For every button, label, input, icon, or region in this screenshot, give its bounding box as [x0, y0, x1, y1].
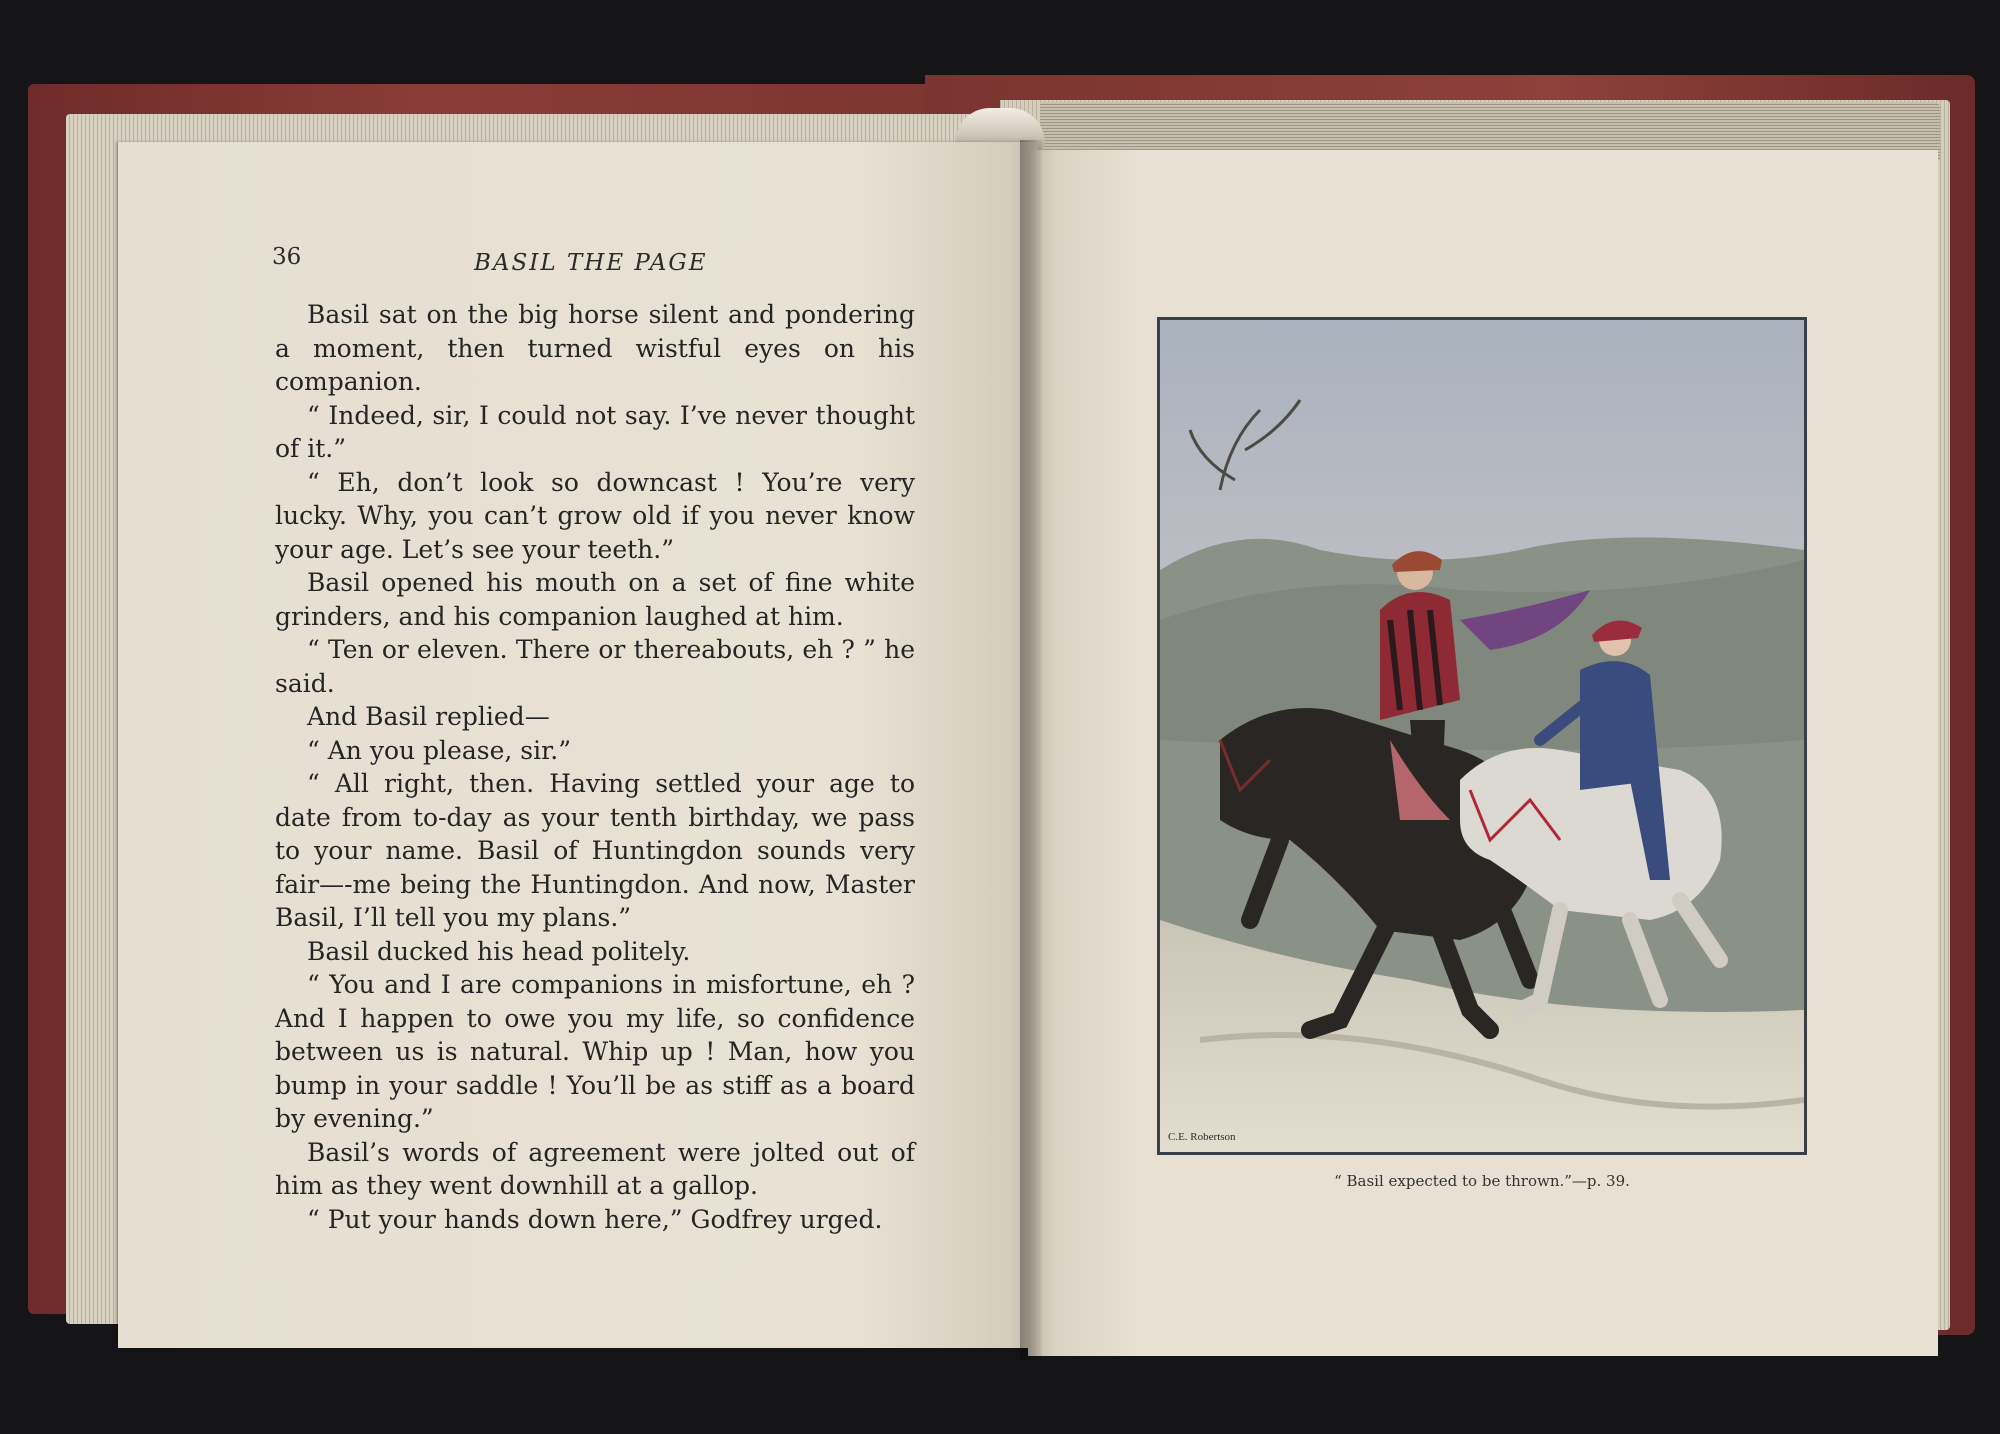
- paragraph: And Basil replied—: [307, 702, 550, 731]
- paragraph: “ Ten or eleven. There or thereabouts, eh ? ” he said.: [275, 635, 915, 698]
- paragraph: Basil sat on the big horse silent and pondering a moment, then turned wistful eyes on his companion.: [275, 300, 915, 396]
- running-title: BASIL THE PAGE: [474, 250, 708, 276]
- paragraph: “ An you please, sir.”: [307, 735, 572, 765]
- paragraph: “ Indeed, sir, I could not say. I’ve never thought of it.”: [275, 400, 915, 463]
- paragraph: “ All right, then. Having settled your age to date from to-day as your tenth birthday, we pass to your name. Basil of Huntingdon sounds very fair—-me being the Huntingdon. And now, Master Basil, I’ll tell you my plans.”: [275, 769, 915, 932]
- artist-signature: C.E. Robertson: [1168, 1131, 1236, 1143]
- illustration-plate: [1157, 317, 1807, 1155]
- body-text: [275, 298, 915, 1236]
- paragraph: Basil’s words of agreement were jolted out of him as they went downhill at a gallop.: [275, 1137, 915, 1200]
- illustration-caption: “ Basil expected to be thrown.”—p. 39.: [1334, 1172, 1630, 1190]
- paragraph: Basil opened his mouth on a set of fine white grinders, and his companion laughed at him.: [275, 568, 915, 631]
- book-gutter: [1020, 140, 1042, 1360]
- page-number: 36: [272, 244, 302, 270]
- paragraph: “ Put your hands down here,” Godfrey urged.: [307, 1204, 883, 1234]
- paragraph: Basil ducked his head politely.: [307, 936, 691, 966]
- paragraph: “ Eh, don’t look so downcast ! You’re very lucky. Why, you can’t grow old if you never know your age. Let’s see your teeth.”: [275, 467, 915, 564]
- riders-illustration: [1160, 320, 1804, 1152]
- paragraph: “ You and I are companions in misfortune, eh ? And I happen to owe you my life, so confidence between us is natural. Whip up ! Man, how you bump in your saddle ! You’ll be as stiff as a board by evening.”: [275, 970, 915, 1133]
